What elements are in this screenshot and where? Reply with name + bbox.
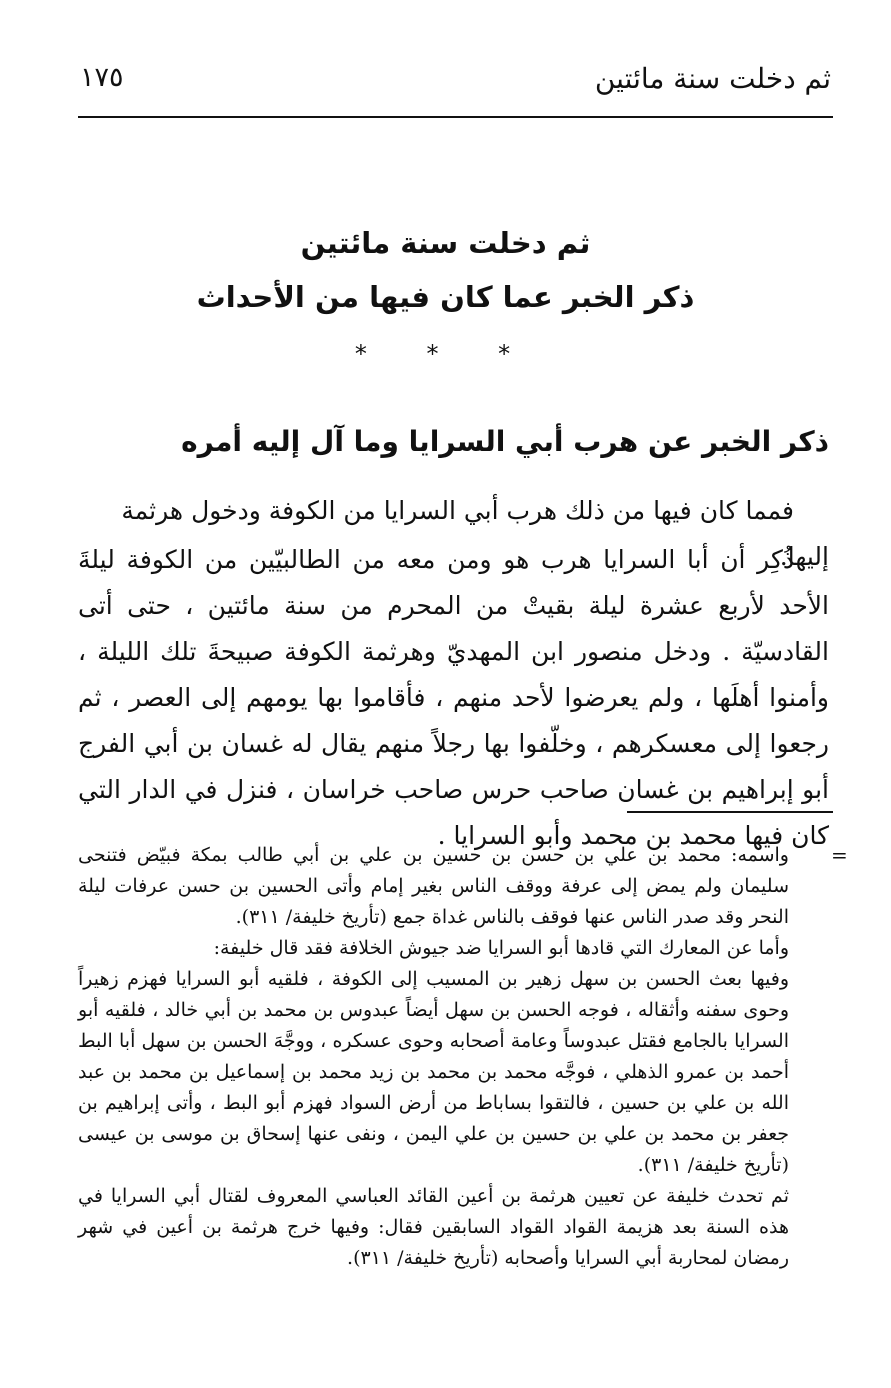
main-paragraph: ذُكِر أن أبا السرايا هرب هو ومن معه من الطالبيّين من الكوفة ليلةَ الأحد لأربع عشرة ليلة بقيتْ من المحرم من سنة مائتين ، حتى أتى القادسيّة . ودخل منصور ابن المهديّ وهرثمة الكوفة صبيحةَ تلك الليلة ، وأمنوا أهلَها ، ولم يعرضوا لأحد منهم ، فأقاموا بها يومهم إلى العصر ، ثم رجعوا إلى معسكرهم ، وخلّفوا بها رجلاً منهم يقال له غسان بن أبي الفرج أبو إبراهيم بن غسان صاحب حرس صاحب خراسان ، فنزل في الدار التي كان فيها محمد بن محمد وأبو السرايا . <box>78 545 829 850</box>
chapter-title: ثم دخلت سنة مائتين <box>300 226 591 260</box>
footnote-divider <box>627 811 833 813</box>
chapter-subtitle: ذكر الخبر عما كان فيها من الأحداث <box>196 280 695 314</box>
footnote-block: وفيها بعث الحسن بن سهل زهير بن المسيب إلى الكوفة ، فلقيه أبو السرايا فهزم زهيراً وحوى سفنه وأثقاله ، فوجه الحسن بن سهل أيضاً عبدوس بن محمد بن أبي خالد ، فلقيه أبو السرايا بالجامع فقتل عبدوساً وعامة أصحابه وحوى عسكره ، ووجَّهَ الحسن بن سهل أبا البط أحمد بن عمرو الذهلي ، فوجَّه محمد بن محمد بن زيد محمد بن إسماعيل بن محمد بن عبد الله بن علي بن حسين ، فالتقوا بساباط من أرض السواد فهزم أبو البط ، وأتى إبراهيم بن جعفر بن محمد بن علي بن حسين بن علي اليمن ، ونفى عنها إسحاق بن موسى بن عيسى (تأريخ خليفة/ ٣١١). <box>78 968 789 1176</box>
asterism-separator: * * * <box>354 340 537 368</box>
footnote-block: واسمه: محمد بن علي بن حسن بن حسين بن علي بن أبي طالب بمكة فبيّض فتنحى سليمان ولم يمض إلى عرفة ووقف الناس بغير إمام وأتى الحسين بن حسن عرفات ليلة النحر وقد صدر الناس عنها فوقف بالناس غداة جمع (تأريخ خليفة/ ٣١١). <box>78 844 789 928</box>
footnote-block: ثم تحدث خليفة عن تعيين هرثمة بن أعين القائد العباسي المعروف لقتال أبي السرايا في هذه السنة بعد هزيمة القواد القواد السابقين فقال: وفيها خرج هرثمة بن أعين في شهر رمضان لمحاربة أبي السرايا وأصحابه (تأريخ خليفة/ ٣١١). <box>78 1185 789 1269</box>
page-number: ١٧٥ <box>80 62 124 93</box>
header-divider <box>78 116 833 118</box>
running-title: ثم دخلت سنة مائتين <box>594 62 831 95</box>
footnotes <box>78 840 789 1274</box>
footnote-block: وأما عن المعارك التي قادها أبو السرايا ضد جيوش الخلافة فقد قال خليفة: <box>213 937 789 959</box>
section-heading: ذكر الخبر عن هرب أبي السرايا وما آل إليه أمره <box>181 425 829 458</box>
intro-paragraph: فمما كان فيها من ذلك هرب أبي السرايا من الكوفة ودخول هرثمة إليها. <box>121 496 829 571</box>
footnote-continuation-marker: = <box>831 843 848 867</box>
